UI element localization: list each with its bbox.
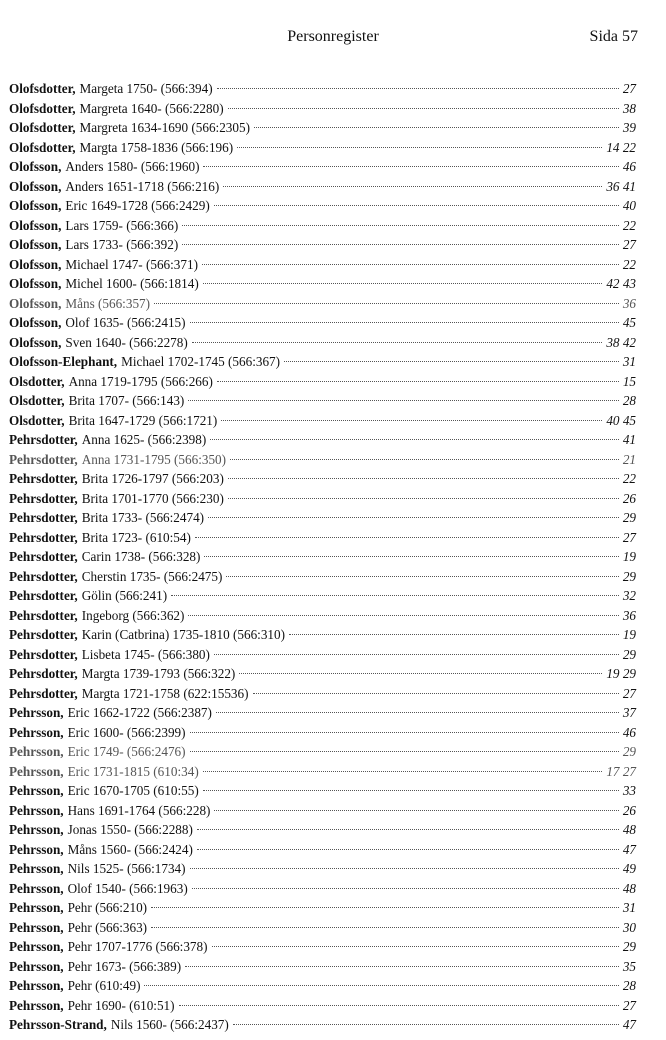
- entry-surname: Pehrsdotter,: [9, 490, 78, 506]
- entry-page-refs: 46: [622, 159, 636, 174]
- entry-page-refs: 40 45: [606, 412, 636, 428]
- entry-details: Michael 1702-1745 (566:367): [121, 354, 281, 369]
- page-header: [0, 28, 666, 52]
- entry-details: Margreta 1634-1690 (566:2305): [79, 120, 250, 135]
- entry-details: Måns 1560- (566:2424): [67, 841, 193, 857]
- entry-surname: Pehrsdotter,: [9, 588, 78, 603]
- entry-page-refs: 33: [622, 783, 636, 798]
- dot-leader: [237, 147, 602, 148]
- dot-leader: [228, 478, 619, 479]
- entry-surname: Pehrsdotter,: [9, 510, 78, 525]
- register-entry: [9, 274, 637, 294]
- register-entry: [9, 255, 637, 275]
- entry-details: Gölin (566:241): [81, 588, 168, 603]
- entry-details: Pehr (566:363): [67, 919, 148, 935]
- entry-page-refs: 27: [622, 81, 636, 96]
- entry-page-refs: 14 22: [606, 139, 636, 155]
- register-entry: [9, 118, 637, 138]
- entry-details: Brita 1723- (610:54): [81, 529, 191, 545]
- entry-page-refs: 35: [622, 958, 636, 974]
- dot-leader: [230, 459, 619, 460]
- entry-page-refs: 41: [622, 432, 636, 447]
- register-entry: [9, 489, 637, 509]
- entry-details: Karin (Catbrina) 1735-1810 (566:310): [81, 627, 285, 642]
- person-register-list: [9, 79, 637, 1035]
- entry-surname: Olofsdotter,: [9, 81, 76, 96]
- register-entry: [9, 801, 637, 821]
- entry-details: Carin 1738- (566:328): [81, 549, 201, 564]
- entry-details: Pehr (566:210): [67, 900, 148, 915]
- dot-leader: [190, 322, 619, 323]
- entry-surname: Olsdotter,: [9, 393, 65, 408]
- dot-leader: [188, 400, 619, 401]
- entry-details: Anna 1625- (566:2398): [81, 432, 207, 447]
- register-entry: [9, 508, 637, 528]
- register-entry: [9, 79, 637, 99]
- entry-page-refs: 47: [622, 841, 636, 857]
- entry-details: Lisbeta 1745- (566:380): [81, 646, 210, 662]
- dot-leader: [179, 1005, 619, 1006]
- register-entry: [9, 664, 637, 684]
- entry-details: Hans 1691-1764 (566:228): [67, 802, 211, 818]
- entry-details: Margta 1739-1793 (566:322): [81, 666, 236, 681]
- entry-surname: Olofsson,: [9, 198, 62, 213]
- entry-details: Anna 1719-1795 (566:266): [68, 373, 213, 389]
- entry-details: Pehr 1707-1776 (566:378): [67, 939, 208, 954]
- entry-details: Måns (566:357): [65, 295, 151, 311]
- dot-leader: [214, 205, 619, 206]
- register-entry: [9, 391, 637, 411]
- dot-leader: [233, 1024, 619, 1025]
- register-entry: [9, 333, 637, 353]
- dot-leader: [185, 966, 619, 967]
- entry-surname: Pehrsdotter,: [9, 432, 78, 447]
- dot-leader: [197, 849, 619, 850]
- entry-details: Olof 1540- (566:1963): [67, 880, 188, 896]
- entry-page-refs: 49: [622, 861, 636, 876]
- dot-leader: [151, 907, 619, 908]
- entry-surname: Pehrsson,: [9, 900, 64, 915]
- register-entry: [9, 684, 637, 704]
- dot-leader: [221, 420, 602, 421]
- entry-surname: Olofsson,: [9, 276, 62, 291]
- dot-leader: [204, 556, 618, 557]
- entry-details: Lars 1733- (566:392): [65, 237, 179, 252]
- entry-page-refs: 21: [622, 451, 636, 467]
- entry-surname: Olofsson,: [9, 295, 62, 311]
- entry-page-refs: 27: [622, 237, 636, 252]
- register-entry: [9, 859, 637, 879]
- entry-surname: Olofsdotter,: [9, 100, 76, 116]
- entry-page-refs: 38: [622, 100, 636, 116]
- dot-leader: [212, 946, 619, 947]
- entry-details: Brita 1733- (566:2474): [81, 510, 205, 525]
- register-entry: [9, 430, 637, 450]
- entry-details: Michel 1600- (566:1814): [65, 276, 199, 291]
- entry-details: Anders 1580- (566:1960): [65, 159, 200, 174]
- dot-leader: [223, 186, 602, 187]
- dot-leader: [203, 166, 618, 167]
- entry-details: Anders 1651-1718 (566:216): [65, 178, 220, 194]
- register-entry: [9, 294, 637, 314]
- entry-surname: Pehrsdotter,: [9, 568, 78, 584]
- dot-leader: [216, 712, 619, 713]
- entry-surname: Pehrsdotter,: [9, 646, 78, 662]
- register-entry: [9, 937, 637, 957]
- dot-leader: [253, 693, 619, 694]
- entry-page-refs: 31: [622, 900, 636, 915]
- dot-leader: [171, 595, 619, 596]
- register-entry: [9, 820, 637, 840]
- register-entry: [9, 99, 637, 119]
- entry-surname: Pehrsson,: [9, 861, 64, 876]
- dot-leader: [182, 225, 619, 226]
- entry-page-refs: 29: [622, 646, 636, 662]
- entry-surname: Pehrsson,: [9, 705, 64, 720]
- entry-surname: Pehrsson,: [9, 997, 64, 1013]
- register-entry: [9, 157, 637, 177]
- dot-leader: [190, 751, 619, 752]
- entry-surname: Pehrsdotter,: [9, 666, 78, 681]
- register-entry: [9, 742, 637, 762]
- entry-surname: Olsdotter,: [9, 373, 65, 389]
- entry-surname: Olofsdotter,: [9, 139, 76, 155]
- entry-surname: Pehrsson,: [9, 958, 64, 974]
- dot-leader: [217, 381, 619, 382]
- entry-surname: Pehrsdotter,: [9, 471, 78, 486]
- register-entry: [9, 996, 637, 1016]
- entry-surname: Olofsson-Elephant,: [9, 354, 118, 369]
- entry-surname: Pehrsson,: [9, 939, 64, 954]
- entry-page-refs: 26: [622, 490, 636, 506]
- register-entry: [9, 235, 637, 255]
- dot-leader: [202, 264, 619, 265]
- entry-surname: Olofsson,: [9, 334, 62, 350]
- entry-page-refs: 37: [622, 705, 636, 720]
- entry-page-refs: 48: [622, 822, 636, 837]
- entry-details: Sven 1640- (566:2278): [65, 334, 188, 350]
- entry-page-refs: 19: [622, 549, 636, 564]
- entry-surname: Olofsson,: [9, 159, 62, 174]
- register-entry: [9, 606, 637, 626]
- entry-details: Olof 1635- (566:2415): [65, 315, 186, 330]
- entry-page-refs: 17 27: [606, 763, 636, 779]
- dot-leader: [190, 732, 619, 733]
- entry-details: Eric 1731-1815 (610:34): [67, 763, 199, 779]
- entry-details: Ingeborg (566:362): [81, 607, 185, 623]
- register-entry: [9, 567, 637, 587]
- entry-page-refs: 27: [622, 529, 636, 545]
- entry-details: Margta 1721-1758 (622:15536): [81, 685, 249, 701]
- entry-details: Brita 1726-1797 (566:203): [81, 471, 224, 486]
- entry-page-refs: 19: [622, 627, 636, 642]
- dot-leader: [190, 868, 619, 869]
- dot-leader: [228, 108, 619, 109]
- entry-details: Anna 1731-1795 (566:350): [81, 451, 227, 467]
- register-entry: [9, 547, 637, 567]
- page-title: Personregister: [287, 28, 379, 45]
- entry-surname: Olofsson,: [9, 217, 62, 233]
- dot-leader: [151, 927, 619, 928]
- entry-surname: Pehrsdotter,: [9, 627, 78, 642]
- entry-page-refs: 26: [622, 802, 636, 818]
- entry-surname: Pehrsdotter,: [9, 685, 78, 701]
- entry-page-refs: 36: [622, 607, 636, 623]
- register-entry: [9, 216, 637, 236]
- entry-details: Jonas 1550- (566:2288): [67, 822, 193, 837]
- dot-leader: [214, 654, 619, 655]
- entry-details: Pehr 1690- (610:51): [67, 997, 175, 1013]
- register-entry: [9, 411, 637, 431]
- entry-details: Lars 1759- (566:366): [65, 217, 179, 233]
- entry-page-refs: 22: [622, 471, 636, 486]
- dot-leader: [214, 810, 618, 811]
- dot-leader: [210, 439, 619, 440]
- entry-details: Eric 1649-1728 (566:2429): [65, 198, 210, 213]
- entry-surname: Olofsson,: [9, 237, 62, 252]
- dot-leader: [144, 985, 618, 986]
- entry-details: Eric 1600- (566:2399): [67, 724, 186, 740]
- entry-details: Nils 1525- (566:1734): [67, 861, 186, 876]
- register-entry: [9, 450, 637, 470]
- register-entry: [9, 177, 637, 197]
- register-entry: [9, 645, 637, 665]
- entry-page-refs: 29: [622, 568, 636, 584]
- register-entry: [9, 976, 637, 996]
- register-entry: [9, 372, 637, 392]
- register-entry: [9, 138, 637, 158]
- entry-surname: Pehrsson,: [9, 978, 64, 993]
- entry-surname: Pehrsson,: [9, 919, 64, 935]
- dot-leader: [197, 829, 619, 830]
- entry-page-refs: 29: [622, 939, 636, 954]
- dot-leader: [203, 790, 619, 791]
- dot-leader: [154, 303, 619, 304]
- dot-leader: [192, 342, 603, 343]
- register-entry: [9, 469, 637, 489]
- entry-page-refs: 28: [622, 393, 636, 408]
- entry-details: Pehr 1673- (566:389): [67, 958, 182, 974]
- register-entry: [9, 781, 637, 801]
- entry-surname: Olofsson,: [9, 256, 62, 272]
- dot-leader: [284, 361, 619, 362]
- entry-surname: Pehrsson,: [9, 783, 64, 798]
- dot-leader: [289, 634, 619, 635]
- dot-leader: [226, 576, 618, 577]
- register-entry: [9, 840, 637, 860]
- register-entry: [9, 196, 637, 216]
- entry-page-refs: 29: [622, 510, 636, 525]
- entry-surname: Pehrsdotter,: [9, 549, 78, 564]
- register-entry: [9, 879, 637, 899]
- entry-details: Margreta 1640- (566:2280): [79, 100, 224, 116]
- entry-page-refs: 45: [622, 315, 636, 330]
- register-entry: [9, 762, 637, 782]
- dot-leader: [195, 537, 619, 538]
- entry-page-refs: 27: [622, 997, 636, 1013]
- entry-page-refs: 47: [622, 1017, 636, 1032]
- entry-details: Brita 1701-1770 (566:230): [81, 490, 224, 506]
- entry-surname: Pehrsson,: [9, 841, 64, 857]
- register-entry: [9, 703, 637, 723]
- entry-surname: Pehrsson,: [9, 880, 64, 896]
- page-number: Sida 57: [589, 28, 638, 45]
- dot-leader: [208, 517, 619, 518]
- dot-leader: [239, 673, 602, 674]
- dot-leader: [192, 888, 619, 889]
- entry-surname: Pehrsson,: [9, 763, 64, 779]
- register-entry: [9, 352, 637, 372]
- entry-page-refs: 29: [622, 744, 636, 759]
- entry-details: Nils 1560- (566:2437): [110, 1017, 229, 1032]
- entry-details: Eric 1662-1722 (566:2387): [67, 705, 212, 720]
- entry-details: Michael 1747- (566:371): [65, 256, 198, 272]
- entry-surname: Olofsson,: [9, 315, 62, 330]
- entry-surname: Pehrsdotter,: [9, 607, 78, 623]
- entry-page-refs: 31: [622, 354, 636, 369]
- entry-page-refs: 32: [622, 588, 636, 603]
- entry-page-refs: 22: [622, 256, 636, 272]
- entry-surname: Olofsson,: [9, 178, 62, 194]
- entry-details: Brita 1707- (566:143): [68, 393, 185, 408]
- entry-page-refs: 28: [622, 978, 636, 993]
- entry-page-refs: 15: [622, 373, 636, 389]
- register-entry: [9, 898, 637, 918]
- dot-leader: [254, 127, 619, 128]
- entry-page-refs: 19 29: [606, 666, 636, 681]
- entry-details: Margta 1758-1836 (566:196): [79, 139, 234, 155]
- entry-page-refs: 27: [622, 685, 636, 701]
- entry-surname: Pehrsson,: [9, 724, 64, 740]
- entry-details: Pehr (610:49): [67, 978, 141, 993]
- entry-details: Margeta 1750- (566:394): [79, 81, 213, 96]
- entry-surname: Pehrsson,: [9, 744, 64, 759]
- entry-surname: Olsdotter,: [9, 412, 65, 428]
- dot-leader: [203, 771, 603, 772]
- dot-leader: [203, 283, 603, 284]
- entry-surname: Pehrsdotter,: [9, 529, 78, 545]
- entry-page-refs: 36: [622, 295, 636, 311]
- entry-page-refs: 22: [622, 217, 636, 233]
- entry-surname: Pehrsson,: [9, 822, 64, 837]
- entry-page-refs: 36 41: [606, 178, 636, 194]
- entry-surname: Pehrsson,: [9, 802, 64, 818]
- register-entry: [9, 625, 637, 645]
- register-entry: [9, 1015, 637, 1035]
- entry-page-refs: 48: [622, 880, 636, 896]
- entry-surname: Pehrsson-Strand,: [9, 1017, 107, 1032]
- entry-page-refs: 39: [622, 120, 636, 135]
- register-entry: [9, 918, 637, 938]
- dot-leader: [217, 88, 619, 89]
- register-entry: [9, 586, 637, 606]
- entry-details: Cherstin 1735- (566:2475): [81, 568, 223, 584]
- register-entry: [9, 528, 637, 548]
- dot-leader: [182, 244, 619, 245]
- register-entry: [9, 313, 637, 333]
- entry-page-refs: 40: [622, 198, 636, 213]
- entry-page-refs: 42 43: [606, 276, 636, 291]
- dot-leader: [188, 615, 618, 616]
- entry-page-refs: 38 42: [606, 334, 636, 350]
- dot-leader: [228, 498, 619, 499]
- entry-details: Eric 1749- (566:2476): [67, 744, 186, 759]
- entry-page-refs: 30: [622, 919, 636, 935]
- register-entry: [9, 723, 637, 743]
- register-entry: [9, 957, 637, 977]
- entry-details: Brita 1647-1729 (566:1721): [68, 412, 218, 428]
- entry-details: Eric 1670-1705 (610:55): [67, 783, 199, 798]
- entry-page-refs: 46: [622, 724, 636, 740]
- entry-surname: Pehrsdotter,: [9, 451, 78, 467]
- entry-surname: Olofsdotter,: [9, 120, 76, 135]
